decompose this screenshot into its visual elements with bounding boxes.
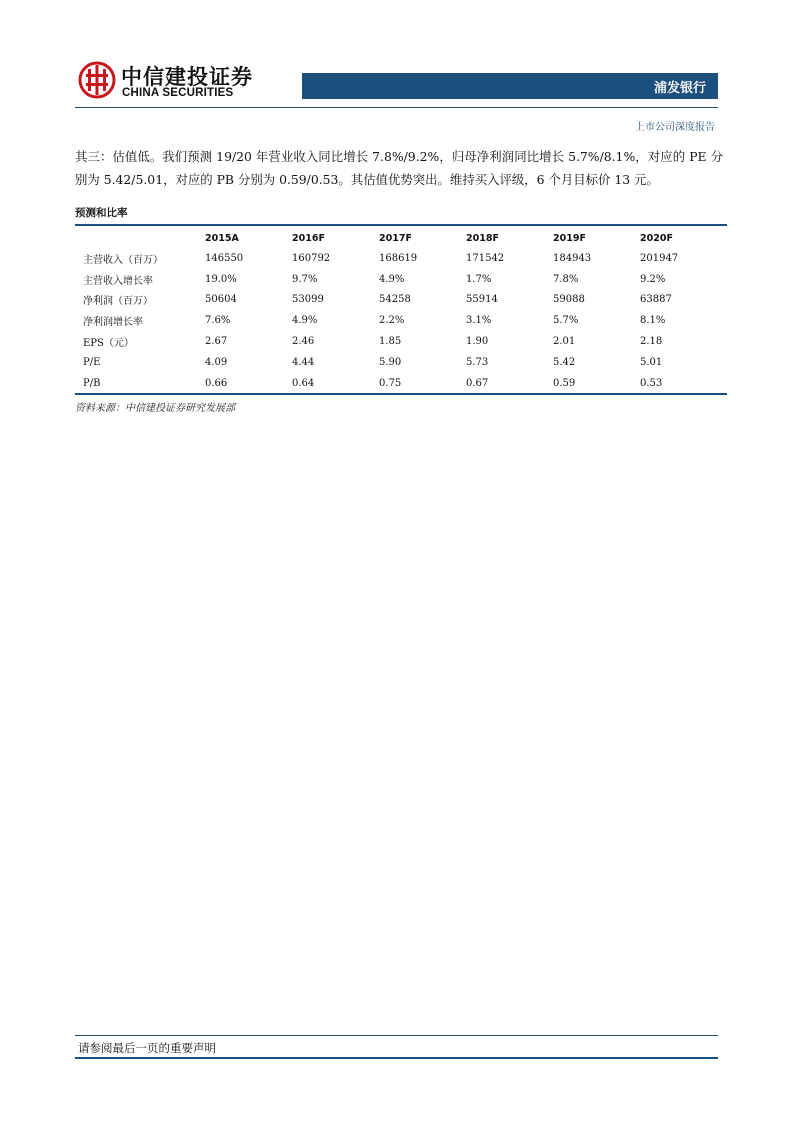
table-row — [75, 269, 727, 290]
table-source-note: 资料来源：中信建投证券研究发展部 — [75, 403, 235, 414]
table-cell: 7.8% — [553, 273, 579, 285]
column-header: 2017F — [379, 232, 412, 244]
table-cell: 171542 — [466, 252, 505, 264]
table-cell: 59088 — [553, 294, 585, 306]
forecast-table — [75, 228, 727, 394]
table-cell: 5.42 — [553, 356, 576, 368]
row-label: P/B — [83, 377, 101, 389]
row-label: 净利润增长率 — [83, 317, 143, 329]
table-cell: 3.1% — [466, 315, 492, 327]
table-cell: 8.1% — [640, 315, 666, 327]
table-bottom-divider — [75, 393, 727, 395]
footer-bottom-divider — [75, 1057, 718, 1059]
table-row — [75, 310, 727, 331]
footer-disclaimer: 请参阅最后一页的重要声明 — [78, 1041, 216, 1055]
table-row — [75, 248, 727, 269]
table-cell: 55914 — [466, 294, 498, 306]
row-label: 主营收入（百万） — [83, 254, 163, 266]
table-cell: 50604 — [205, 294, 237, 306]
table-cell: 54258 — [379, 294, 411, 306]
table-row — [75, 352, 727, 373]
company-name: 浦发银行 — [653, 81, 706, 96]
column-header: 2019F — [553, 232, 586, 244]
table-cell: 2.01 — [553, 336, 576, 348]
column-header: 2015A — [205, 232, 239, 244]
table-cell: 9.2% — [640, 273, 666, 285]
header-divider — [75, 107, 718, 108]
table-cell: 53099 — [292, 294, 324, 306]
table-cell: 7.6% — [205, 315, 231, 327]
table-cell: 5.7% — [553, 315, 579, 327]
table-cell: 19.0% — [205, 273, 237, 285]
table-cell: 0.66 — [205, 377, 228, 389]
table-cell: 0.64 — [292, 377, 315, 389]
china-securities-logo-icon — [78, 60, 116, 100]
table-cell: 4.09 — [205, 356, 228, 368]
row-label: 净利润（百万） — [83, 296, 153, 308]
table-cell: 1.7% — [466, 273, 492, 285]
table-cell: 0.67 — [466, 377, 489, 389]
row-label: EPS（元） — [83, 338, 134, 350]
column-header — [75, 228, 205, 248]
table-cell: 5.90 — [379, 356, 402, 368]
table-cell: 4.44 — [292, 356, 315, 368]
table-cell: 5.01 — [640, 356, 663, 368]
table-title: 预测和比率 — [75, 207, 128, 219]
table-cell: 184943 — [553, 252, 592, 264]
table-cell: 168619 — [379, 252, 418, 264]
company-banner — [302, 73, 718, 99]
table-cell: 201947 — [640, 252, 679, 264]
table-row — [75, 373, 727, 394]
table-cell: 2.46 — [292, 336, 315, 348]
column-header: 2018F — [466, 232, 499, 244]
column-header: 2020F — [640, 232, 673, 244]
table-cell: 2.67 — [205, 336, 228, 348]
table-cell: 4.9% — [292, 315, 318, 327]
column-header: 2016F — [292, 232, 325, 244]
table-cell: 160792 — [292, 252, 331, 264]
table-cell: 2.18 — [640, 336, 663, 348]
logo-chinese-text: 中信建投证券 — [121, 65, 253, 89]
row-label: 主营收入增长率 — [83, 275, 153, 287]
table-cell: 0.75 — [379, 377, 402, 389]
company-logo — [78, 60, 278, 104]
row-label: P/E — [83, 356, 101, 368]
valuation-paragraph: 其三：估值低。我们预测 19/20 年营业收入同比增长 7.8%/9.2%，归母净利润同比增长 5.7%/8.1%，对应的 PE 分别为 5.42/5.01，对应的 PB 分别为 0.59/0.53。其估值优势突出。维持买入评级，6 个月目标价 13 元。 — [75, 149, 723, 187]
table-cell: 63887 — [640, 294, 672, 306]
table-cell: 2.2% — [379, 315, 405, 327]
table-cell: 146550 — [205, 252, 244, 264]
logo-english-text: CHINA SECURITIES — [122, 87, 234, 99]
table-cell: 5.73 — [466, 356, 489, 368]
table-cell: 0.53 — [640, 377, 663, 389]
table-top-divider — [75, 224, 727, 226]
report-type-label: 上市公司深度报告 — [635, 122, 715, 133]
footer-top-divider — [75, 1035, 718, 1036]
table-row — [75, 331, 727, 352]
table-cell: 4.9% — [379, 273, 405, 285]
table-cell: 1.90 — [466, 336, 489, 348]
table-cell: 9.7% — [292, 273, 318, 285]
table-cell: 1.85 — [379, 336, 402, 348]
table-header-row — [75, 228, 727, 248]
table-row — [75, 290, 727, 311]
table-cell: 0.59 — [553, 377, 576, 389]
